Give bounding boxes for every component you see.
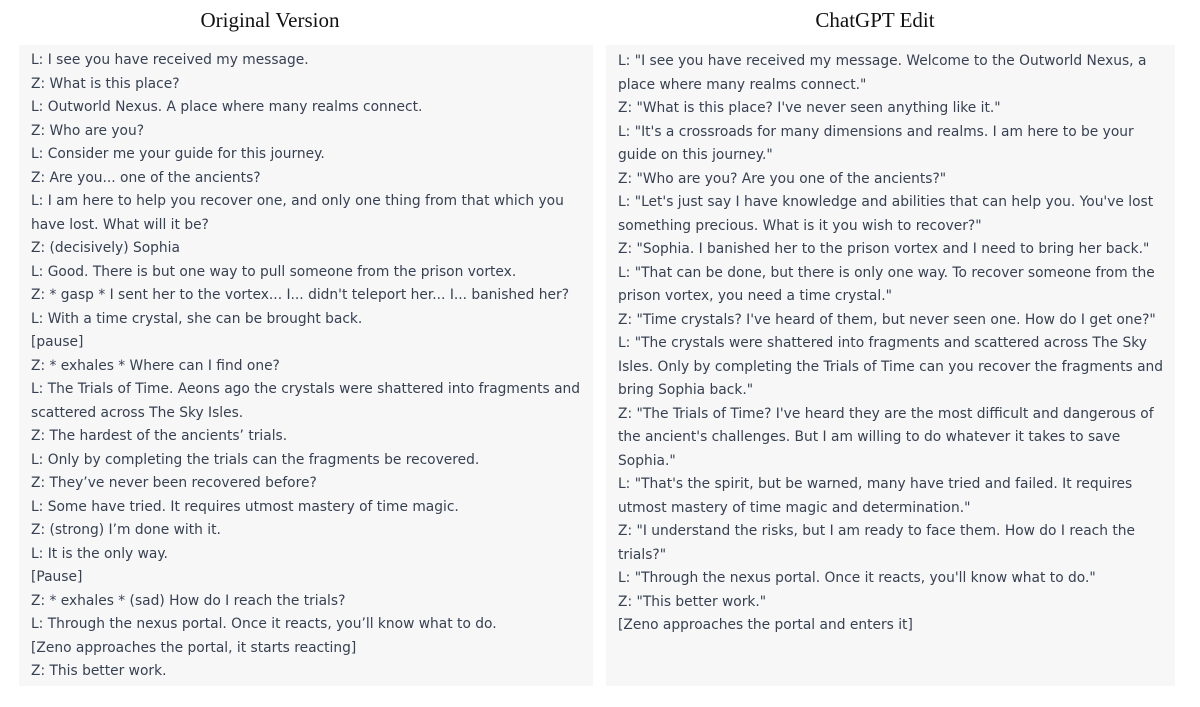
original-dialogue-line: L: Only by completing the trials can the fragments be recovered. bbox=[31, 451, 480, 468]
original-dialogue-line: Z: What is this place? bbox=[31, 75, 180, 92]
original-dialogue-line: L: It is the only way. bbox=[31, 545, 168, 562]
original-dialogue-line: Z: The hardest of the ancients’ trials. bbox=[31, 428, 288, 444]
original-dialogue-line: Z: Are you... one of the ancients? bbox=[31, 169, 261, 186]
edit-dialogue-line: L: "It's a crossroads for many dimensions and realms. I am here to be your guide on this journey." bbox=[618, 123, 1134, 163]
original-dialogue-line: Z: * exhales * Where can I find one? bbox=[31, 357, 280, 374]
edit-dialogue-line: [Zeno approaches the portal and enters it] bbox=[618, 617, 913, 633]
chatgpt-edit-title: ChatGPT Edit bbox=[815, 8, 935, 32]
edit-dialogue-line: Z: "Sophia. I banished her to the prison vortex and I need to bring her back." bbox=[618, 241, 1150, 257]
original-dialogue-line: [Zeno approaches the portal, it starts reacting] bbox=[31, 639, 357, 656]
original-dialogue-line: [pause] bbox=[31, 334, 84, 350]
original-dialogue-line: Z: This better work. bbox=[31, 663, 167, 679]
edit-dialogue-line: Z: "Time crystals? I've heard of them, but never seen one. How do I get one?" bbox=[618, 311, 1156, 328]
original-dialogue-line: [Pause] bbox=[31, 569, 83, 585]
original-dialogue-line: L: I am here to help you recover one, and only one thing from that which you have lost. What will it be? bbox=[31, 193, 564, 233]
original-dialogue-line: Z: (strong) I’m done with it. bbox=[31, 522, 221, 538]
original-dialogue-line: L: Good. There is but one way to pull someone from the prison vortex. bbox=[31, 263, 517, 280]
original-dialogue-line: L: Through the nexus portal. Once it reacts, you’ll know what to do. bbox=[31, 616, 497, 632]
edit-dialogue-line: Z: "This better work." bbox=[618, 593, 767, 610]
edit-dialogue-line: L: "Let's just say I have knowledge and abilities that can help you. You've lost something precious. What is it you wish to recover?" bbox=[618, 194, 1154, 234]
original-dialogue-line: Z: (decisively) Sophia bbox=[31, 240, 180, 256]
original-dialogue-line: L: Outworld Nexus. A place where many realms connect. bbox=[31, 99, 423, 115]
original-dialogue-line: L: Some have tried. It requires utmost mastery of time magic. bbox=[31, 498, 459, 515]
edit-dialogue-line: Z: "What is this place? I've never seen anything like it." bbox=[618, 100, 1001, 116]
original-dialogue-line: Z: Who are you? bbox=[31, 122, 145, 139]
chatgpt-edit-panel bbox=[606, 45, 1175, 686]
edit-dialogue-line: Z: "Who are you? Are you one of the ancients?" bbox=[618, 170, 947, 187]
edit-dialogue-line: Z: "The Trials of Time? I've heard they are the most difficult and dangerous of the ancient's challenges. But I am willing to do whatever it takes to save Sophia." bbox=[618, 405, 1154, 469]
original-version-title: Original Version bbox=[200, 8, 340, 32]
original-version-panel bbox=[19, 45, 593, 686]
original-dialogue-line: L: With a time crystal, she can be brought back. bbox=[31, 310, 363, 327]
edit-dialogue-line: L: "I see you have received my message. Welcome to the Outworld Nexus, a place where many realms connect." bbox=[618, 53, 1147, 93]
edit-dialogue-line: Z: "I understand the risks, but I am ready to face them. How do I reach the trials?" bbox=[618, 523, 1136, 563]
edit-dialogue-line: L: "The crystals were shattered into fragments and scattered across The Sky Isles. Only by completing the Trials of Time can you recover the fragments and bring Sophia back." bbox=[618, 335, 1164, 398]
original-dialogue-line: Z: They’ve never been recovered before? bbox=[31, 475, 317, 491]
original-dialogue-line: L: The Trials of Time. Aeons ago the crystals were shattered into fragments and scattered across The Sky Isles. bbox=[31, 381, 581, 421]
original-dialogue-line: Z: * gasp * I sent her to the vortex... I... didn't teleport her... I... banished her? bbox=[31, 287, 570, 303]
original-dialogue-line: L: I see you have received my message. bbox=[31, 52, 309, 68]
original-dialogue-line: Z: * exhales * (sad) How do I reach the trials? bbox=[31, 592, 346, 609]
edit-dialogue-line: L: "That can be done, but there is only one way. To recover someone from the prison vortex, you need a time crystal." bbox=[618, 264, 1155, 304]
original-dialogue-line: L: Consider me your guide for this journey. bbox=[31, 146, 325, 162]
edit-dialogue-line: L: "That's the spirit, but be warned, many have tried and failed. It requires utmost mastery of time magic and determination." bbox=[618, 476, 1133, 516]
edit-dialogue-line: L: "Through the nexus portal. Once it reacts, you'll know what to do." bbox=[618, 570, 1096, 586]
